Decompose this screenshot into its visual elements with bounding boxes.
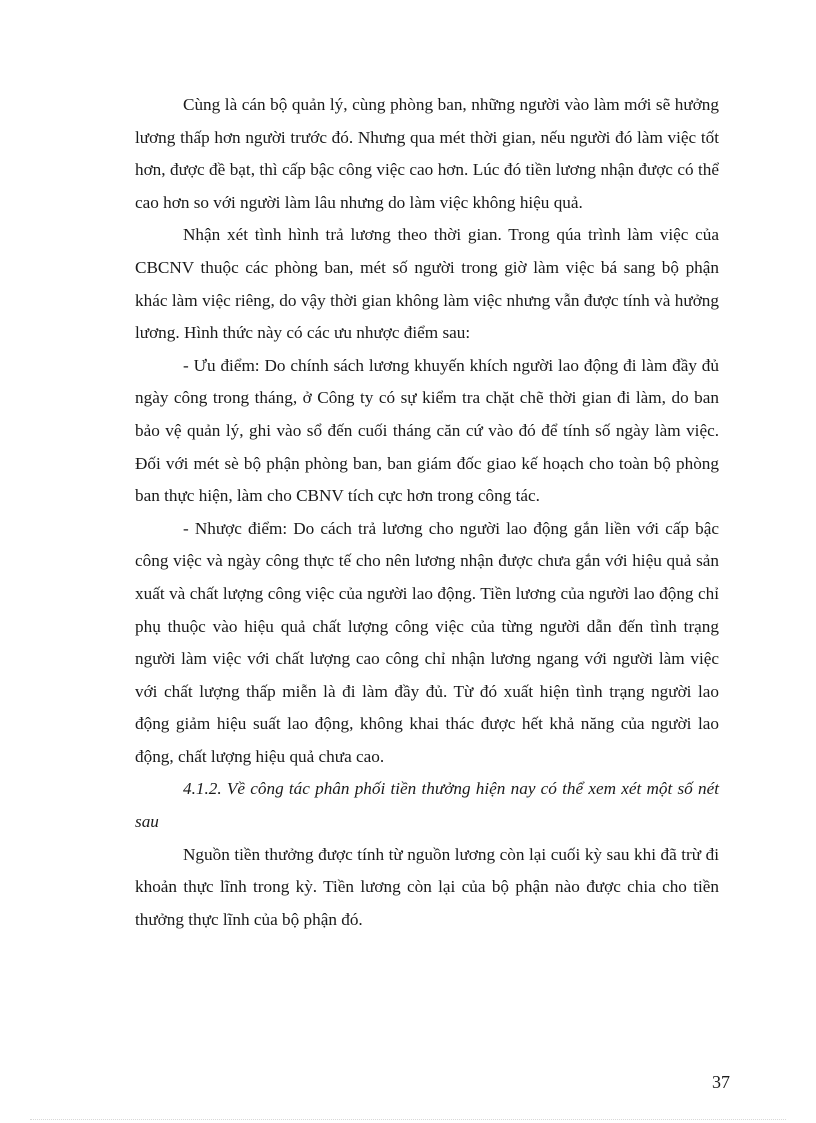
document-body xyxy=(135,89,719,936)
paragraph-advantages: - Ưu điểm: Do chính sách lương khuyến khích người lao động đi làm đầy đủ ngày công trong tháng, ở Công ty có sự kiểm tra chặt chẽ thời gian đi làm, do ban bảo vệ quản lý, ghi vào sổ đến cuối tháng căn cứ vào đó để tính số ngày làm việc. Đối với mét sè bộ phận phòng ban, ban giám đốc giao kế hoạch cho toàn bộ phòng ban thực hiện, làm cho CBNV tích cực hơn trong công tác. xyxy=(135,355,719,506)
paragraph-bonus-source: Nguồn tiền thưởng được tính từ nguồn lương còn lại cuối kỳ sau khi đã trừ đi khoản thực lĩnh trong kỳ. Tiền lương còn lại của bộ phận nào được chia cho tiền thưởng thực lĩnh của bộ phận đó. xyxy=(135,844,719,929)
paragraph-time-payment-review: Nhận xét tình hình trả lương theo thời gian. Trong qúa trình làm việc của CBCNV thuộc các phòng ban, mét số người trong giờ làm việc bá sang bộ phận khác làm việc riêng, do vậy thời gian không làm việc nhưng vẫn được tính và hưởng lương. Hình thức này có các ưu nhược điểm sau: xyxy=(135,225,719,343)
page-number: 37 xyxy=(712,1072,730,1092)
paragraph-disadvantages: - Nhược điểm: Do cách trả lương cho người lao động gắn liền với cấp bậc công việc và ngày công thực tế cho nên lương nhận được chưa gắn với hiệu quả sản xuất và chất lượng công việc của người lao động. Tiền lương của người lao động chỉ phụ thuộc vào hiệu quả chất lượng công việc của từng người dẫn đến tình trạng người làm việc với chất lượng cao công chỉ nhận lương ngang với người làm việc với chất lượng thấp miễn là đi làm đầy đủ. Từ đó xuất hiện tình trạng người lao động giảm hiệu suất lao động, không khai thác được hết khả năng của người lao động, chất lượng hiệu quả chưa cao. xyxy=(135,518,719,766)
page-bottom-divider xyxy=(30,1119,786,1120)
section-heading: 4.1.2. Về công tác phân phối tiền thưởng hiện nay có thể xem xét một số nét sau xyxy=(135,779,719,832)
paragraph-salary-management: Cùng là cán bộ quản lý, cùng phòng ban, những người vào làm mới sẽ hưởng lương thấp hơn người trước đó. Nhưng qua mét thời gian, nếu người đó làm việc tốt hơn, được đề bạt, thì cấp bậc công việc cao hơn. Lúc đó tiền lương nhận được có thể cao hơn so với người làm lâu nhưng do làm việc không hiệu quả. xyxy=(135,95,719,212)
